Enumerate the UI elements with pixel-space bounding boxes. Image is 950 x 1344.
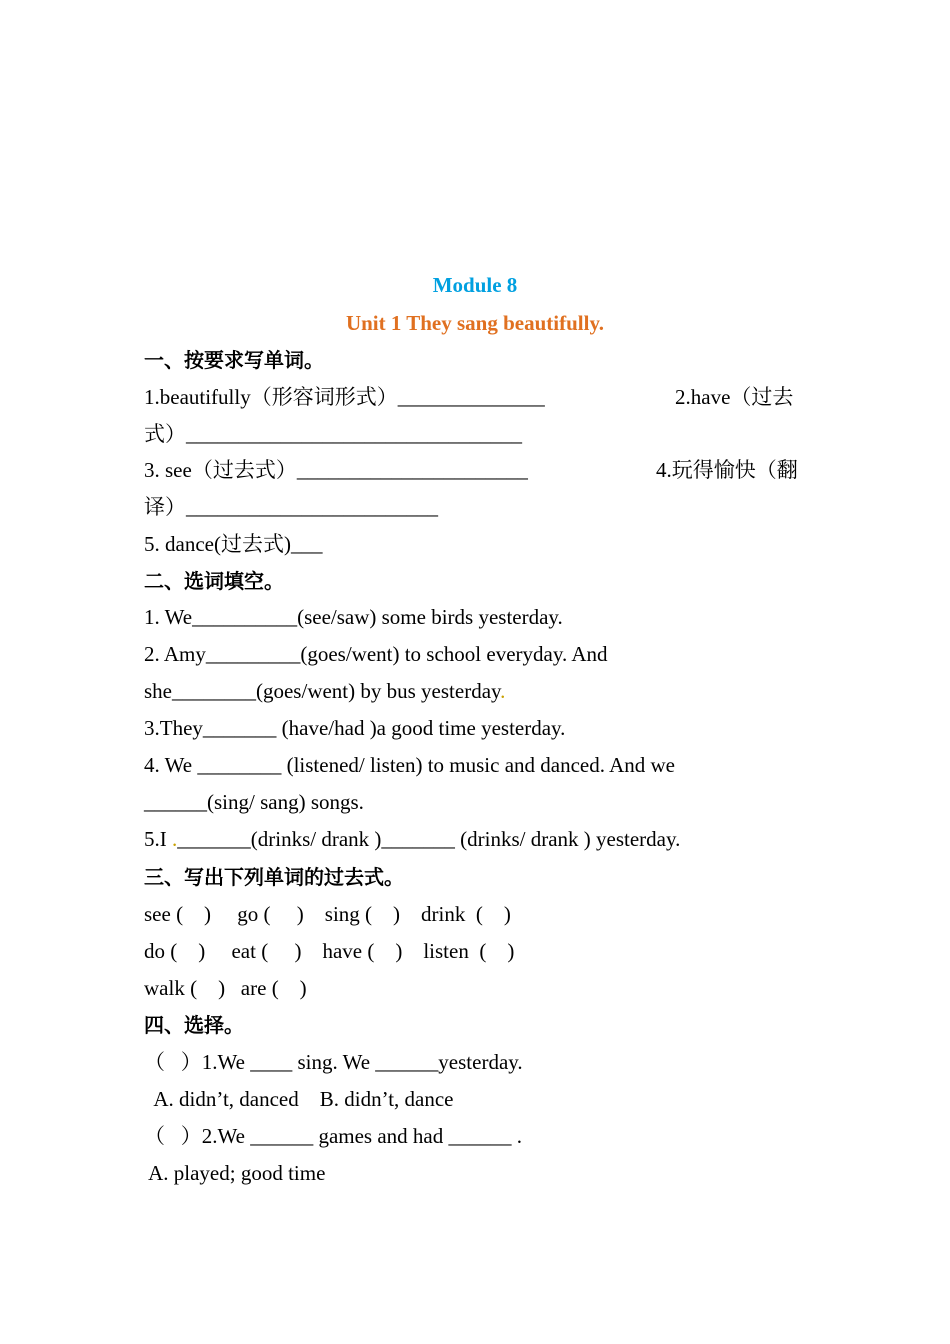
section3-row3: walk ( ) are ( ) [144,976,307,1000]
section2-item2-cont [144,678,505,704]
section2-item5-start: 5.I [144,827,172,851]
section4-q2: （ ）2.We ______ games and had ______ . [144,1124,522,1148]
section1-item4-cont: 译）________________________ [144,495,438,519]
section1-item2: 2.have（过去 [675,385,794,409]
section4-q1: （ ）1.We ____ sing. We ______yesterday. [144,1050,523,1074]
module-title: Module 8 [432,273,518,297]
section4-q1-options: A. didn’t, danced B. didn’t, dance [144,1087,454,1111]
section1-item3: 3. see（过去式）______________________ [144,458,528,482]
section2-item1: 1. We__________(see/saw) some birds yesterday. [144,605,563,629]
section1-item1: 1.beautifully（形容词形式）______________ [144,385,545,409]
unit-title: Unit 1 They sang beautifully. [345,311,605,335]
section2-item5-text: _______(drinks/ drank )_______ (drinks/ drank ) yesterday. [177,827,681,851]
section2-item4-cont: ______(sing/ sang) songs. [144,790,364,814]
section1-item5: 5. dance(过去式)___ [144,532,323,556]
section2-item2: 2. Amy_________(goes/went) to school everyday. And [144,642,608,666]
section3-row2: do ( ) eat ( ) have ( ) listen ( ) [144,939,515,963]
section2-item2-dot: . [500,679,506,703]
section1-heading: 一、按要求写单词。 [144,348,324,372]
section2-item4: 4. We ________ (listened/ listen) to music and danced. And we [144,753,675,777]
section2-item3: 3.They_______ (have/had )a good time yesterday. [144,716,566,740]
section3-heading: 三、写出下列单词的过去式。 [144,865,404,889]
section2-item2-cont-text: she________(goes/went) by bus yesterday [144,679,501,703]
section4-heading: 四、选择。 [144,1013,244,1037]
section2-heading: 二、选词填空。 [144,569,284,593]
section1-item2-cont: 式）________________________________ [144,422,522,446]
section2-item5-dot: . [172,827,178,851]
section1-item4: 4.玩得愉快（翻 [656,458,798,482]
section3-row1: see ( ) go ( ) sing ( ) drink ( ) [144,902,511,926]
section4-q2-options: A. played; good time [144,1161,326,1185]
section2-item5 [144,826,680,852]
